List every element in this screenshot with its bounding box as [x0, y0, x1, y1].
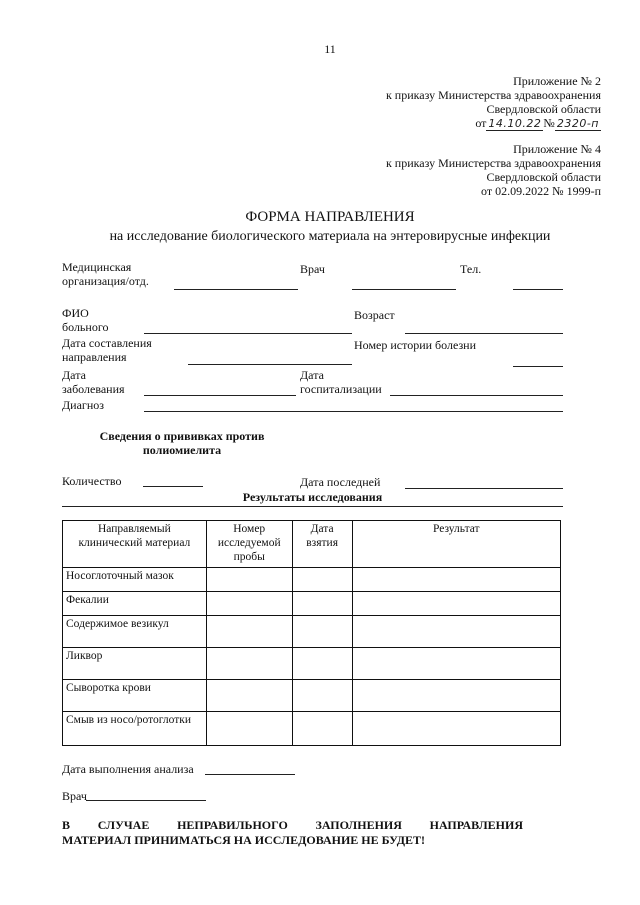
material-cell: Фекалии — [63, 592, 207, 616]
referral-date-label-line2: направления — [62, 350, 127, 364]
material-cell: Носоглоточный мазок — [63, 568, 207, 592]
result-cell[interactable] — [352, 712, 560, 746]
patient-name-label-line2: больного — [62, 320, 109, 334]
illness-date-label-line2: заболевания — [62, 382, 125, 396]
collection-date-cell[interactable] — [292, 680, 352, 712]
table-row — [63, 648, 561, 680]
appendix-4-block — [300, 142, 601, 198]
table-row — [63, 616, 561, 648]
results-heading-rule — [62, 506, 563, 507]
vaccination-heading-line2: полиомиелита — [142, 443, 222, 457]
warning-line-2: МАТЕРИАЛ ПРИНИМАТЬСЯ НА ИССЛЕДОВАНИЕ НЕ БУДЕТ! — [62, 833, 425, 847]
header-sample-number: Номер исследуемой пробы — [206, 521, 292, 568]
med-org-label — [62, 260, 149, 288]
footer-doctor-field[interactable] — [86, 800, 206, 801]
sample-number-cell[interactable] — [206, 680, 292, 712]
last-vaccination-date-field[interactable] — [405, 488, 563, 489]
sample-number-cell[interactable] — [206, 712, 292, 746]
results-table — [62, 520, 561, 746]
hospitalization-date-field[interactable] — [390, 395, 563, 396]
appendix-2-block — [300, 74, 601, 131]
table-row — [63, 568, 561, 592]
age-field[interactable] — [405, 333, 563, 334]
collection-date-cell[interactable] — [292, 616, 352, 648]
handwritten-order-date: 14.10.22 — [488, 117, 542, 130]
hospitalization-date-label — [300, 368, 382, 396]
header-result: Результат — [352, 521, 560, 568]
med-org-field[interactable] — [174, 289, 298, 290]
result-cell[interactable] — [352, 648, 560, 680]
referral-date-field[interactable] — [188, 364, 352, 365]
diagnosis-label: Диагноз — [62, 398, 105, 412]
case-history-number-field[interactable] — [513, 366, 563, 367]
material-cell: Смыв из носо/ротоглотки — [63, 712, 207, 746]
doctor-field[interactable] — [352, 289, 456, 290]
phone-label: Тел. — [460, 262, 482, 276]
result-cell[interactable] — [352, 616, 560, 648]
appendix-4-line3: Свердловской области — [486, 170, 601, 184]
table-row — [63, 680, 561, 712]
header-collection-date: Дата взятия — [292, 521, 352, 568]
hospitalization-date-label-line1: Дата — [300, 368, 324, 382]
analysis-date-field[interactable] — [205, 774, 295, 775]
collection-date-cell[interactable] — [292, 712, 352, 746]
appendix-2-from-label: от — [475, 116, 487, 130]
vaccination-quantity-field[interactable] — [143, 486, 203, 487]
form-subtitle: на исследование биологического материала на энтеровирусные инфекции — [109, 229, 551, 244]
analysis-date-label: Дата выполнения анализа — [62, 762, 194, 776]
diagnosis-field[interactable] — [144, 411, 563, 412]
phone-field[interactable] — [513, 289, 563, 290]
appendix-4-line4: от 02.09.2022 № 1999-п — [481, 184, 601, 198]
collection-date-cell[interactable] — [292, 592, 352, 616]
handwritten-order-number: 2320-п — [556, 117, 599, 130]
result-cell[interactable] — [352, 680, 560, 712]
case-history-number-label: Номер истории болезни — [354, 338, 477, 352]
warning-line-1: В СЛУЧАЕ НЕПРАВИЛЬНОГО ЗАПОЛНЕНИЯ НАПРАВЛЕНИЯ — [62, 818, 523, 832]
collection-date-cell[interactable] — [292, 568, 352, 592]
sample-number-cell[interactable] — [206, 568, 292, 592]
footer-doctor-label: Врач — [62, 789, 87, 803]
material-cell: Ликвор — [63, 648, 207, 680]
vaccination-heading-line1: Сведения о прививках против — [99, 429, 265, 443]
sample-number-cell[interactable] — [206, 592, 292, 616]
table-row — [63, 712, 561, 746]
vaccination-quantity-label: Количество — [62, 474, 122, 488]
appendix-4-line2: к приказу Министерства здравоохранения — [385, 156, 601, 170]
form-title: ФОРМА НАПРАВЛЕНИЯ — [245, 209, 415, 225]
doctor-label: Врач — [300, 262, 325, 276]
results-table-header-row — [63, 521, 561, 568]
med-org-label-line2: организация/отд. — [62, 274, 149, 288]
material-cell: Сыворотка крови — [63, 680, 207, 712]
illness-date-label-line1: Дата — [62, 368, 86, 382]
appendix-4-line1: Приложение № 4 — [513, 142, 601, 156]
patient-name-label — [62, 306, 108, 334]
page-number: 11 — [324, 42, 336, 56]
results-heading: Результаты исследования — [242, 490, 383, 504]
collection-date-cell[interactable] — [292, 648, 352, 680]
illness-date-label — [62, 368, 125, 396]
med-org-label-line1: Медицинская — [62, 260, 132, 274]
appendix-2-line4 — [300, 116, 601, 131]
patient-name-field[interactable] — [144, 333, 352, 334]
material-cell: Содержимое везикул — [63, 616, 207, 648]
patient-name-label-line1: ФИО — [62, 306, 89, 320]
header-material: Направляемый клинический материал — [63, 521, 207, 568]
appendix-2-line3: Свердловской области — [486, 102, 601, 116]
last-vaccination-date-label: Дата последней — [300, 475, 381, 489]
referral-date-label-line1: Дата составления — [62, 336, 152, 350]
appendix-2-line1: Приложение № 2 — [513, 74, 601, 88]
result-cell[interactable] — [352, 592, 560, 616]
result-cell[interactable] — [352, 568, 560, 592]
referral-date-label — [62, 336, 152, 364]
appendix-2-line2: к приказу Министерства здравоохранения — [385, 88, 601, 102]
illness-date-field[interactable] — [144, 395, 296, 396]
vaccination-heading — [72, 429, 292, 457]
table-row — [63, 592, 561, 616]
appendix-2-number-sign: № — [543, 116, 555, 130]
hospitalization-date-label-line2: госпитализации — [300, 382, 382, 396]
sample-number-cell[interactable] — [206, 648, 292, 680]
sample-number-cell[interactable] — [206, 616, 292, 648]
age-label: Возраст — [354, 308, 395, 322]
